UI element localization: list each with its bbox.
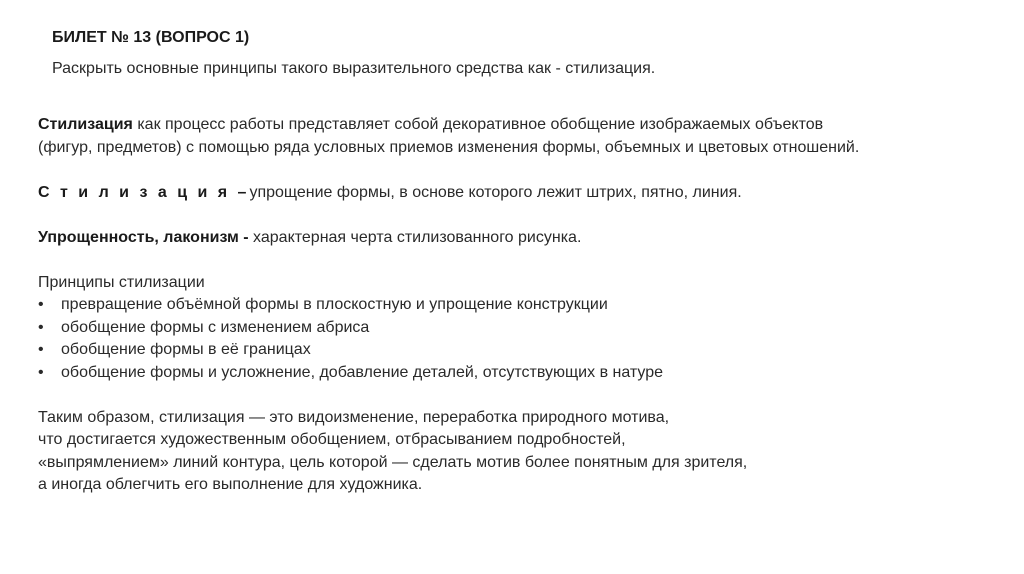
definition-paragraph-1 [38,114,998,159]
ticket-title: БИЛЕТ № 13 (ВОПРОС 1) [52,29,250,46]
definition-paragraph-2 [38,182,998,205]
spacer [38,249,998,272]
definition-3-line [38,227,998,250]
definition-paragraph-3 [38,227,998,250]
list-item-text: обобщение формы в её границах [61,341,311,358]
principles-list [38,294,998,384]
bullet-icon: • [38,296,44,313]
spacer [38,204,998,227]
list-item [38,294,998,317]
conclusion-line: Таким образом, стилизация — это видоизменение, переработка природного мотива, [38,408,670,426]
list-item-text: превращение объёмной формы в плоскостную и упрощение конструкции [61,296,608,313]
spacer [38,384,998,407]
definition-2-text: упрощение формы, в основе которого лежит штрих, пятно, линия. [249,183,742,201]
bullet-icon: • [38,318,44,336]
bullet-icon: • [38,363,44,381]
ticket-question: Раскрыть основные принципы такого выразительного средства как - стилизация. [52,60,656,77]
list-item [38,362,998,385]
principles-section [38,272,998,385]
bullet-icon: • [38,341,44,358]
definition-1-text: как процесс работы представляет собой декоративное обобщение изображаемых объектов [132,116,824,133]
list-item [38,317,998,340]
list-item-text: обобщение формы с изменением абриса [61,318,370,336]
term-stylization: Стилизация [38,116,133,133]
spacer [38,159,998,182]
definition-2-line [38,182,998,205]
conclusion-line: «выпрямлением» линий контура, цель которой — сделать мотив более понятным для зрителя, [38,453,748,471]
term-stylization-spaced: С т и л и з а ц и я – [38,183,250,201]
conclusion-paragraph [38,407,998,497]
definition-1-line-1 [38,114,998,137]
list-item [38,339,998,362]
slide-content [38,114,998,497]
list-item-text: обобщение формы и усложнение, добавление деталей, отсутствующих в натуре [61,363,664,381]
definition-3-text: характерная черта стилизованного рисунка. [248,228,582,246]
conclusion-line: что достигается художественным обобщением, отбрасыванием подробностей, [38,431,626,448]
definition-1-line-2: (фигур, предметов) с помощью ряда условных приемов изменения формы, объемных и цветовых отношений. [38,138,860,156]
term-simplicity: Упрощенность, лаконизм - [38,228,249,246]
principles-heading: Принципы стилизации [38,273,205,291]
conclusion-line: а иногда облегчить его выполнение для художника. [38,476,423,493]
